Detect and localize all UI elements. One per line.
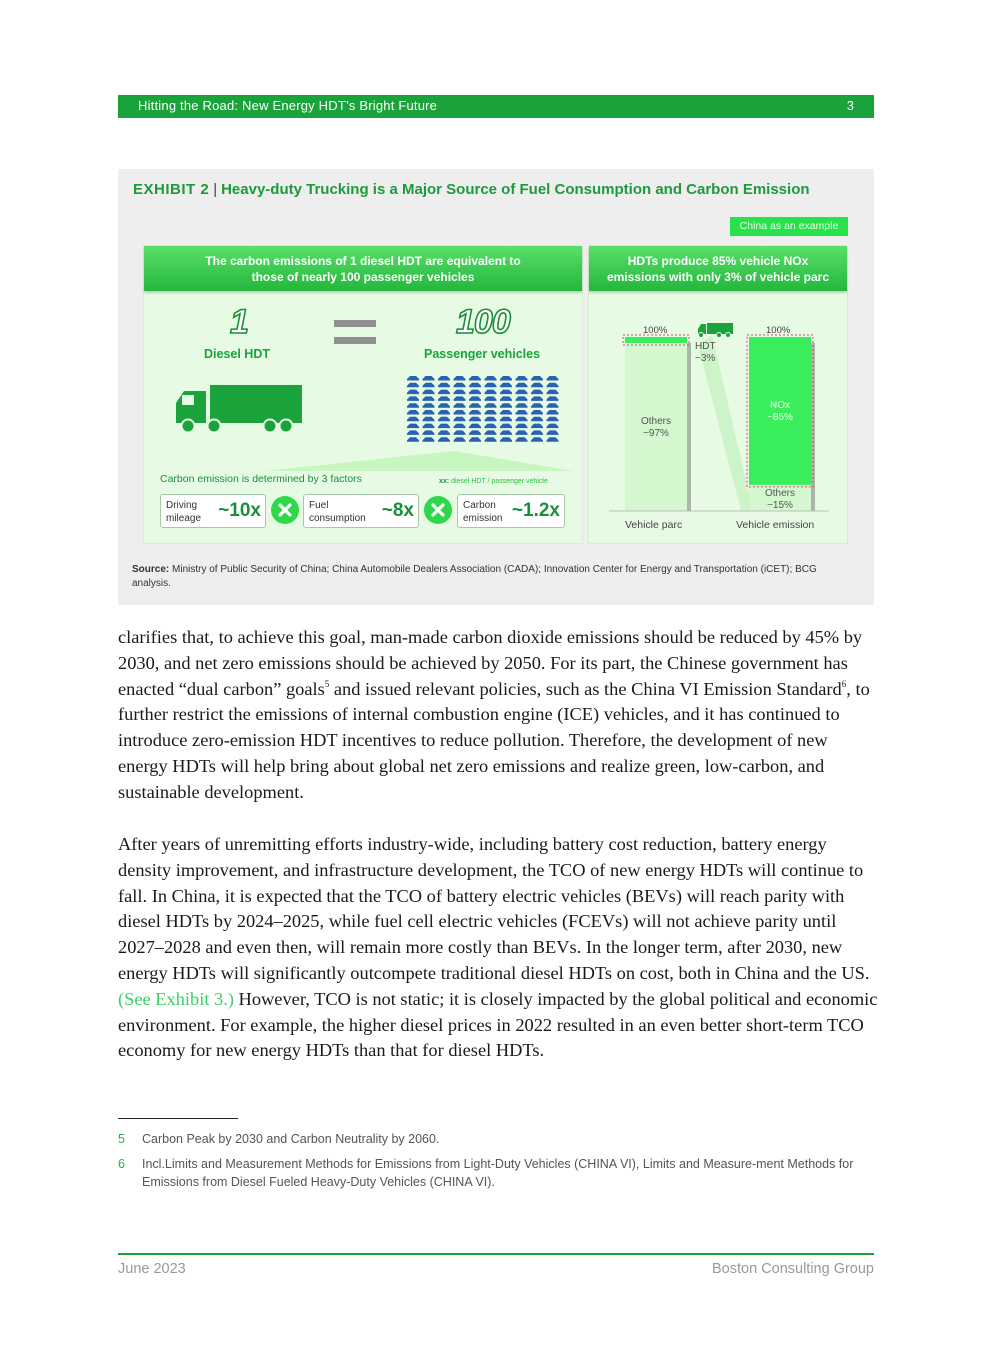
car-icon: [423, 390, 435, 395]
car-icon: [500, 424, 512, 429]
car-icon: [469, 403, 481, 408]
emission-others-label: [747, 488, 813, 512]
car-icon: [469, 417, 481, 422]
footnote-6: [118, 1155, 878, 1191]
equivalence-heading-line2: those of nearly 100 passenger vehicles: [251, 270, 475, 284]
equivalence-heading-line1: The carbon emissions of 1 diesel HDT are equivalent to: [205, 254, 521, 268]
parc-others-label: [625, 416, 687, 440]
factor-value: ~1.2x: [511, 500, 560, 521]
car-icon: [469, 430, 481, 435]
car-icon: [531, 430, 543, 435]
source-label: Source:: [132, 564, 170, 575]
car-icon: [438, 410, 450, 415]
car-icon: [407, 410, 419, 415]
car-icon: [485, 430, 497, 435]
diesel-truck-icon: [174, 381, 304, 437]
car-icon: [547, 410, 559, 415]
car-icon: [407, 390, 419, 395]
factor-label-line2: mileage: [166, 513, 202, 524]
factor-label-line1: Driving: [166, 500, 198, 511]
hdt-share-label: [695, 341, 716, 365]
car-icon: [454, 424, 466, 429]
page-number: 3: [846, 98, 854, 113]
exhibit-source: [132, 563, 832, 591]
factor-value: ~8x: [381, 500, 414, 521]
exhibit-2: [118, 169, 874, 605]
small-truck-icon: [698, 323, 733, 338]
car-icon: [423, 417, 435, 422]
body-paragraph-2: [118, 832, 878, 1064]
car-icon: [547, 396, 559, 401]
factor-label-line1: Fuel: [309, 500, 329, 511]
car-icon: [531, 396, 543, 401]
car-icon: [454, 437, 466, 442]
car-icon: [423, 424, 435, 429]
factors-note-text: diesel HDT / passenger vehicle: [451, 478, 548, 485]
car-icon: [423, 383, 435, 388]
car-icon: [407, 417, 419, 422]
car-icon: [469, 390, 481, 395]
car-icon: [547, 437, 559, 442]
car-icon: [516, 424, 528, 429]
car-icon: [407, 383, 419, 388]
exhibit-3-link[interactable]: (See Exhibit 3.): [118, 988, 234, 1009]
car-icon: [500, 376, 512, 381]
exhibit-label: EXHIBIT 2: [133, 181, 210, 198]
car-icon: [547, 383, 559, 388]
car-icon: [531, 403, 543, 408]
car-icon: [423, 437, 435, 442]
footnote-number: 5: [118, 1132, 125, 1146]
car-icon: [531, 376, 543, 381]
nox-heading-line1: HDTs produce 85% vehicle NOx: [627, 254, 809, 268]
paragraph-text: and issued relevant policies, such as the China VI Emission Standard: [329, 678, 842, 699]
footnote-text: Carbon Peak by 2030 and Carbon Neutrality by 2060.: [142, 1132, 440, 1146]
nox-value: ~85%: [767, 412, 793, 423]
nox-share-panel: [588, 245, 848, 544]
others-name: Others: [764, 488, 795, 499]
paragraph-text: However, TCO is not static; it is closely impacted by the global political and economic environment. For example, the higher diesel prices in 2022 resulted in an even better short-term TCO economy for new energy HDTs than that for diesel HDTs.: [118, 988, 878, 1061]
car-icon: [407, 430, 419, 435]
car-icon: [516, 396, 528, 401]
car-icon: [423, 376, 435, 381]
factor-label-line2: emission: [463, 513, 503, 524]
car-icon: [547, 417, 559, 422]
body-paragraph-1: [118, 625, 878, 806]
equivalence-panel-heading: [144, 246, 582, 291]
factor-label: [309, 499, 366, 525]
car-icon: [485, 437, 497, 442]
car-icon: [485, 383, 497, 388]
car-icon: [547, 376, 559, 381]
car-icon: [469, 376, 481, 381]
car-icon: [454, 403, 466, 408]
car-icon: [531, 424, 543, 429]
footnote-ref-6[interactable]: 6: [841, 678, 847, 689]
car-icon: [454, 383, 466, 388]
car-icon: [500, 430, 512, 435]
car-icon: [516, 403, 528, 408]
footnote-5: [118, 1130, 878, 1148]
car-icon: [547, 390, 559, 395]
footnote-text: Incl.Limits and Measurement Methods for Emissions from Light-Duty Vehicles (CHINA VI), Limits and Measure-ment Methods for Emissions from Diesel Fueled Heavy-Duty Vehicles (CHINA VI).: [142, 1157, 854, 1189]
car-icon: [500, 403, 512, 408]
car-icon: [454, 390, 466, 395]
car-icon: [485, 390, 497, 395]
car-icon: [454, 410, 466, 415]
multiply-icon: [424, 496, 452, 524]
car-icon: [485, 424, 497, 429]
car-icon: [438, 396, 450, 401]
car-icon: [469, 383, 481, 388]
car-icon: [454, 396, 466, 401]
car-icon: [516, 430, 528, 435]
car-icon: [454, 430, 466, 435]
bar-axis-label-parc: Vehicle parc: [625, 519, 683, 531]
car-icon: [516, 390, 528, 395]
car-icon: [438, 390, 450, 395]
car-icon: [500, 390, 512, 395]
car-icon: [438, 424, 450, 429]
car-icon: [485, 410, 497, 415]
paragraph-text: , to further restrict the emissions of internal combustion engine (ICE) vehicles, and it has continued to introduce zero-emission HDT incentives to reduce pollution. Therefore, the development of new energy HDTs will help bring about global net zero emissions and realize green, low-carbon, and sustainable development.: [118, 678, 870, 802]
exhibit-heading: Heavy-duty Trucking is a Major Source of Fuel Consumption and Carbon Emission: [221, 181, 810, 198]
factor-label-line2: consumption: [309, 513, 366, 524]
paragraph-text: After years of unremitting efforts industry-wide, including battery cost reduction, battery energy density improvement, and infrastructure development, the TCO of new energy HDTs will continue to fall. In China, it is expected that the TCO of battery electric vehicles (BEVs) will reach parity with diesel HDTs by 2024–2025, while fuel cell electric vehicles (FCEVs) will not achieve parity until 2027–2028 and even then, will remain more costly than BEVs. In the longer term, after 2030, new energy HDTs will significantly outcompete traditional diesel HDTs on cost, both in China and the US.: [118, 834, 870, 983]
nox-heading-line2: emissions with only 3% of vehicle parc: [606, 270, 830, 284]
others-name: Others: [640, 416, 671, 427]
exhibit-separator: |: [213, 181, 218, 198]
car-icon: [469, 424, 481, 429]
running-header-title: Hitting the Road: New Energy HDT’s Bright Future: [138, 98, 438, 113]
hdt-label: Diesel HDT: [204, 347, 270, 361]
region-tag: China as an example: [730, 217, 848, 236]
car-icon: [531, 390, 543, 395]
car-icon: [423, 396, 435, 401]
car-icon: [531, 383, 543, 388]
highlight-beam: [264, 449, 574, 473]
others-value: ~97%: [643, 428, 669, 439]
car-icon: [531, 417, 543, 422]
car-icon: [500, 396, 512, 401]
running-header: [118, 95, 874, 118]
car-icon: [438, 430, 450, 435]
factors-note-key: xx:: [439, 478, 450, 485]
car-icon: [469, 437, 481, 442]
car-icon: [485, 417, 497, 422]
car-icon: [516, 417, 528, 422]
factor-label-line1: Carbon: [463, 500, 496, 511]
car-icon: [407, 437, 419, 442]
paragraph-text: clarifies that, to achieve this goal, man-made carbon dioxide emissions should be reduced by 45% by 2030, and net zero emissions should be achieved by 2050. For its part, the Chinese government has enacted “dual carbon” goals: [118, 627, 863, 699]
car-icon: [547, 424, 559, 429]
car-icon: [516, 437, 528, 442]
car-icon: [485, 376, 497, 381]
factors-title: Carbon emission is determined by 3 factors: [160, 473, 362, 485]
bar-shadow: [687, 343, 691, 511]
footnote-divider: [118, 1118, 238, 1119]
factor-carbon-emission: [457, 494, 565, 528]
car-icon: [469, 396, 481, 401]
car-icon: [407, 424, 419, 429]
passenger-cars-icon: [406, 374, 566, 444]
car-icon: [547, 430, 559, 435]
car-icon: [438, 403, 450, 408]
car-icon: [531, 437, 543, 442]
others-value: ~15%: [767, 500, 793, 511]
hdt-name: HDT: [695, 341, 716, 352]
car-icon: [516, 383, 528, 388]
footnote-number: 6: [118, 1157, 125, 1171]
nox-name: NOx: [770, 400, 790, 411]
car-icon: [407, 396, 419, 401]
exhibit-title: [133, 181, 810, 198]
bar-total-label: 100%: [766, 325, 791, 336]
car-icon: [516, 410, 528, 415]
car-icon: [500, 437, 512, 442]
car-icon: [407, 403, 419, 408]
car-icon: [531, 410, 543, 415]
footer-divider: [118, 1253, 874, 1255]
equivalence-panel: [143, 245, 583, 544]
car-icon: [454, 417, 466, 422]
factor-label: [463, 499, 502, 525]
footnote-ref-5[interactable]: 5: [324, 678, 330, 689]
car-icon: [423, 430, 435, 435]
car-icon: [454, 376, 466, 381]
factor-value: ~10x: [218, 500, 261, 521]
factors-note: [439, 478, 548, 485]
car-icon: [500, 410, 512, 415]
factor-label: [166, 499, 201, 525]
hdt-count: 1: [230, 303, 248, 341]
factor-driving-mileage: [160, 494, 266, 528]
car-icon: [423, 403, 435, 408]
factor-fuel-consumption: [303, 494, 419, 528]
source-text: Ministry of Public Security of China; China Automobile Dealers Association (CADA); Innovation Center for Energy and Transportation (iCET); BCG analysis.: [132, 564, 817, 589]
car-icon: [438, 437, 450, 442]
footer-date: June 2023: [118, 1261, 186, 1277]
car-icon: [438, 383, 450, 388]
car-icon: [438, 376, 450, 381]
car-icon: [547, 403, 559, 408]
car-icon: [485, 396, 497, 401]
car-icon: [423, 410, 435, 415]
car-icon: [485, 403, 497, 408]
car-icon: [500, 383, 512, 388]
car-icon: [500, 417, 512, 422]
car-icon: [516, 376, 528, 381]
bar-highlight-segment: [625, 337, 687, 343]
bar-total-label: 100%: [643, 325, 668, 336]
equals-icon: [334, 320, 376, 344]
hdt-value: ~3%: [695, 353, 716, 364]
passenger-vehicle-label: Passenger vehicles: [424, 347, 541, 361]
car-icon: [407, 376, 419, 381]
footer-company: Boston Consulting Group: [711, 1261, 874, 1277]
multiply-icon: [271, 496, 299, 524]
car-icon: [438, 417, 450, 422]
bar-axis-label-emission: Vehicle emission: [736, 519, 815, 531]
passenger-vehicle-count: 100: [456, 303, 510, 341]
car-icon: [469, 410, 481, 415]
nox-share-label: [747, 400, 813, 424]
